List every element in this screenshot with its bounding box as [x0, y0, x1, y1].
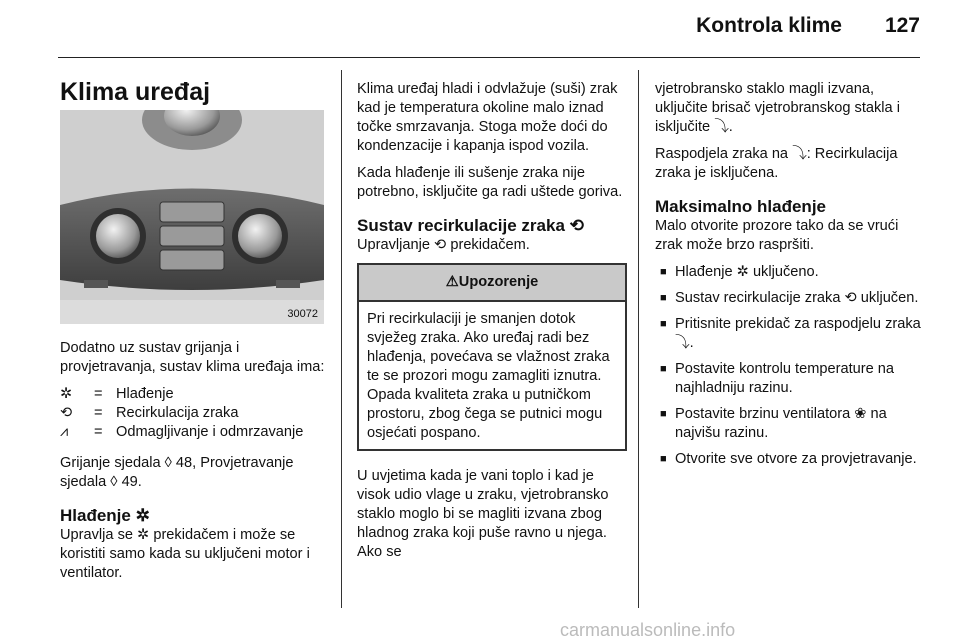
max-cooling-steps [655, 263, 923, 469]
symbol-row-cooling: ✲ = Hlađenje [60, 386, 174, 402]
list-item: ■ Pritisnite prekidač za raspodjelu zraka ⤵. [655, 315, 923, 353]
column-divider-2 [638, 70, 639, 608]
header-rule [58, 57, 920, 58]
right-paragraph-2: Raspodjela zraka na ⤵: Recirkulacija zraka je isključena. [655, 146, 898, 181]
cooling-heading: Hlađenje ✲ [60, 506, 150, 525]
warning-box [357, 263, 627, 451]
max-cooling-text: Malo otvorite prozore tako da se vrući zrak može brzo raspršiti. [655, 218, 899, 253]
climate-panel-photo [60, 110, 324, 324]
list-item: ■ Postavite kontrolu temperature na najhladniju razinu. [655, 360, 923, 398]
recirculation-text: Upravljanje ⟲ prekidačem. [357, 237, 530, 253]
list-item: ■ Postavite brzinu ventilatora ❀ na najvišu razinu. [655, 405, 923, 443]
page-header [0, 0, 960, 60]
recirculation-heading: Sustav recirkulacije zraka ⟲ [357, 216, 584, 235]
list-item: ■ Hlađenje ✲ uključeno. [655, 263, 923, 282]
column-divider-1 [341, 70, 342, 608]
left-column [60, 339, 330, 591]
right-paragraph-1: vjetrobransko staklo magli izvana, uključite brisač vjetrobranskog stakla i isključite ⤵. [655, 81, 900, 135]
photo-label: 30072 [287, 308, 318, 320]
middle-paragraph-2: Kada hlađenje ili sušenje zraka nije potrebno, isključite ga radi uštede goriva. [357, 165, 623, 200]
middle-column [357, 80, 627, 570]
header-title: Kontrola klime [696, 14, 842, 37]
section-heading: Klima uređaj [60, 78, 211, 106]
climate-panel-illustration [60, 110, 324, 324]
list-item: ■ Otvorite sve otvore za provjetravanje. [655, 450, 923, 469]
cooling-text: Upravlja se ✲ prekidačem i može se koristiti samo kada su uključeni motor i ventilator. [60, 527, 310, 581]
warning-title: ⚠Upozorenje [359, 265, 625, 302]
warning-text: Pri recirkulaciji je smanjen dotok svježeg zraka. Ako uređaj radi bez hlađenja, povećava se vlažnost zraka te se prozori mogu zamagliti iznutra. Opada kvaliteta zraka u putničkom prostoru, zbog čega se putnici mogu osjećati pospano. [367, 311, 610, 441]
page-number: 127 [884, 14, 920, 37]
seat-reference: Grijanje sjedala ◊ 48, Provjetravanje sjedala ◊ 49. [60, 455, 294, 490]
recirculation-icon: ⟲ [60, 405, 73, 421]
middle-paragraph-3: U uvjetima kada je vani toplo i kad je visok udio vlage u zraku, vjetrobransko staklo moglo bi se magliti izvana zbog hladnog zraka koji puše ravno u njega. Ako se [357, 468, 609, 560]
list-item: ■ Sustav recirkulacije zraka ⟲ uključen. [655, 289, 923, 308]
defrost-icon: ⩘ [60, 424, 69, 440]
intro-text: Dodatno uz sustav grijanja i provjetravanja, sustav klima uređaja ima: [60, 340, 325, 375]
symbol-row-defrost: ⩘ = Odmagljivanje i odmrzavanje [60, 424, 304, 440]
watermark: carmanualsonline.info [560, 620, 736, 640]
symbol-row-recirculation: ⟲ = Recirkulacija zraka [60, 405, 239, 421]
middle-paragraph-1: Klima uređaj hladi i odvlažuje (suši) zrak kad je temperatura okoline malo iznad točke smrzavanja. Stoga može doći do kondenzacije i kapanja ispod vozila. [357, 81, 618, 154]
snowflake-icon: ✲ [60, 386, 73, 402]
max-cooling-heading: Maksimalno hlađenje [655, 197, 826, 216]
right-column [655, 80, 923, 476]
